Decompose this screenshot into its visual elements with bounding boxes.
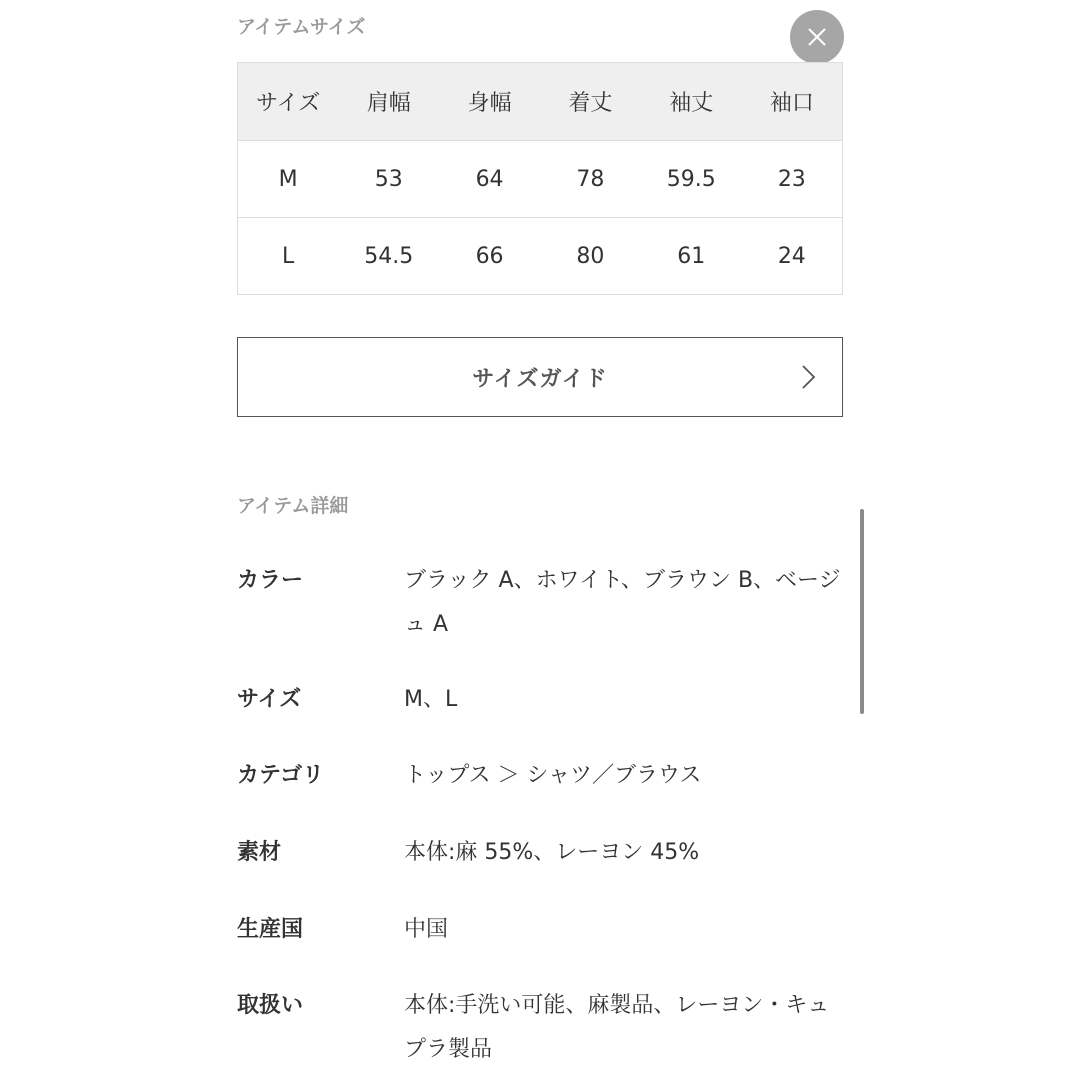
detail-value: 中国	[404, 917, 449, 942]
table-cell: 61	[677, 243, 706, 269]
detail-value: ブラック A、ホワイト、ブラウン B、ベージュ A	[404, 568, 841, 637]
size-guide-label: サイズガイド	[472, 366, 608, 392]
detail-label: 取扱い	[237, 993, 304, 1018]
detail-row-category	[237, 754, 847, 798]
detail-value: 本体:手洗い可能、麻製品、レーヨン・キュプラ製品	[404, 993, 830, 1062]
item-detail-title: アイテム詳細	[237, 495, 349, 517]
detail-row-color	[237, 559, 847, 647]
detail-value: M、L	[404, 687, 458, 712]
close-button[interactable]	[790, 10, 844, 64]
size-guide-button[interactable]	[237, 337, 843, 417]
size-table-header: 袖口	[742, 63, 843, 141]
close-icon	[806, 26, 828, 48]
table-cell: 66	[475, 243, 504, 269]
size-table-header: 袖丈	[641, 63, 742, 141]
detail-row-size	[237, 678, 847, 722]
detail-row-care	[237, 984, 847, 1072]
table-cell: 23	[742, 141, 843, 218]
detail-label: カテゴリ	[237, 763, 325, 788]
size-table-header: 着丈	[540, 63, 641, 141]
item-size-title: アイテムサイズ	[237, 16, 366, 38]
table-cell: 24	[742, 218, 843, 295]
table-row	[238, 141, 843, 218]
detail-row-material	[237, 831, 847, 875]
table-cell: 80	[576, 243, 605, 269]
size-table-header-row	[238, 63, 843, 141]
table-cell: 64	[439, 141, 540, 218]
table-row	[238, 218, 843, 295]
table-cell: M	[238, 141, 339, 218]
table-cell: 59.5	[641, 141, 742, 218]
detail-label: 素材	[237, 840, 282, 865]
table-cell: 53	[338, 141, 439, 218]
size-table-header: 身幅	[439, 63, 540, 141]
detail-value: 本体:麻 55%、レーヨン 45%	[404, 840, 700, 865]
scrollbar[interactable]	[860, 509, 864, 714]
detail-label: カラー	[237, 568, 304, 593]
chevron-right-icon	[798, 364, 818, 390]
size-table	[237, 62, 843, 295]
detail-row-origin	[237, 908, 847, 952]
table-cell: 54.5	[364, 243, 414, 269]
detail-value: トップス ＞ シャツ／ブラウス	[404, 763, 702, 788]
table-cell: L	[238, 218, 339, 295]
size-table-header: サイズ	[238, 63, 339, 141]
size-table-header: 肩幅	[338, 63, 439, 141]
table-cell: 78	[540, 141, 641, 218]
detail-label: サイズ	[237, 687, 302, 712]
detail-label: 生産国	[237, 917, 304, 942]
